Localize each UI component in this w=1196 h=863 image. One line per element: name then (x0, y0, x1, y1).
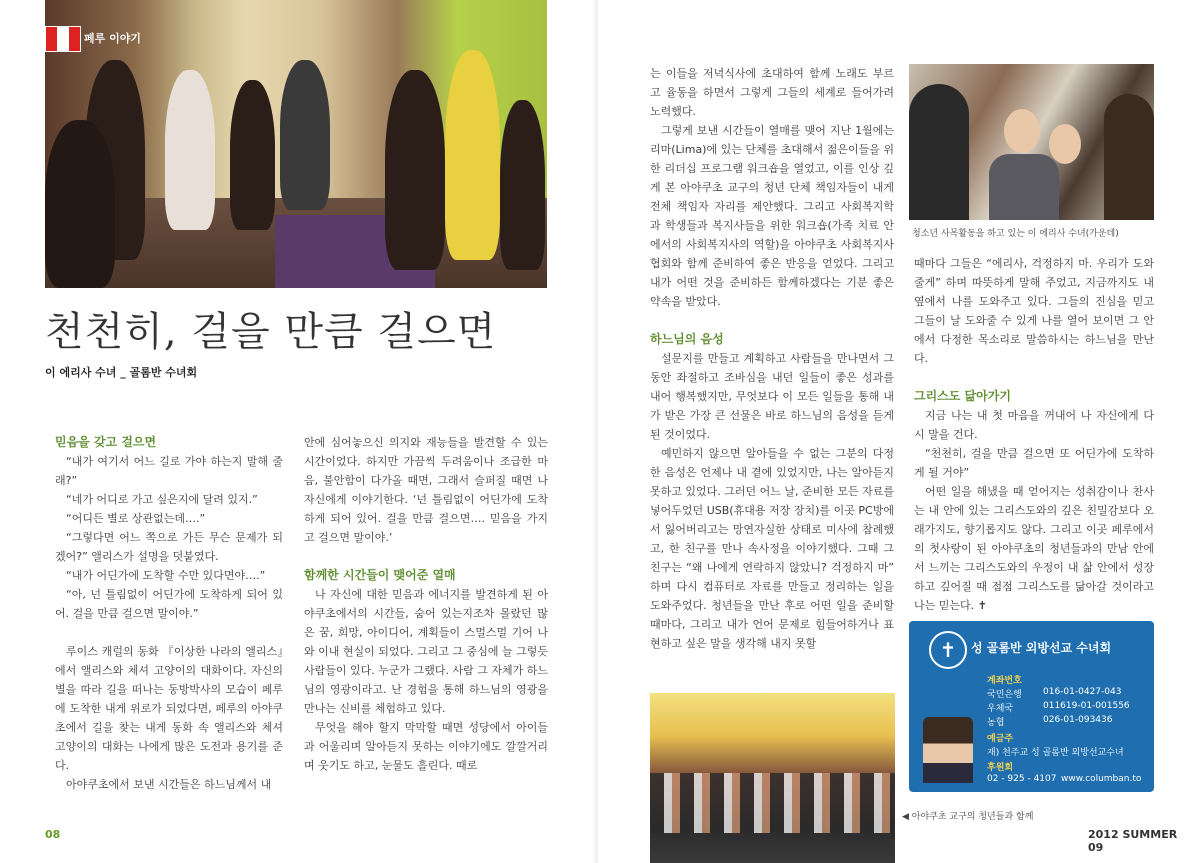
youth-group-photo (650, 693, 895, 863)
bank-num-2: 011619-01-001556 (1043, 701, 1130, 711)
paragraph: 아야쿠초에서 보낸 시간들은 하느님께서 내 (66, 778, 272, 791)
donation-info-box (909, 621, 1154, 792)
box-title: 성 골롬반 외방선교 수녀회 (971, 641, 1112, 655)
bank-name-1: 국민은행 (987, 690, 1022, 700)
paragraph: 예민하지 않으면 알아들을 수 없는 그분의 다정한 음성은 언제나 내 곁에 있었지만, 나는 알아듣지 못하고 있었다. 그러던 어느 날, 준비한 모든 자료를 넣어두었던 USB(휴대용 저장 장치)를 이곳 PC방에서 잃어버리고는 망연자실한 상태로 미사에 참례했고, 한 친구를 만나 속사정을 이야기했다. 그때 그 친구는 “왜 나에게 연락하지 않았니? 걱정하지 마” 하며 다시 컴퓨터로 자료를 만들고 정리하는 일을 도와주었다. 청년들을 만난 후로 어떤 일을 준비할 때마다, 그리고 내가 언어 문제로 힘들어하거나 표현하고 싶은 말을 생각해 내지 못할 (650, 447, 894, 650)
counseling-photo (909, 64, 1154, 220)
paragraph: “그렇다면 어느 쪽으로 가든 무슨 문제가 되겠어?” 앨리스가 설명을 덧붙였다. (55, 531, 283, 563)
nun-portrait (923, 717, 973, 783)
paragraph: “네가 어디로 가고 싶은지에 달려 있지.” (66, 493, 258, 506)
subheading: 하느님의 음성 (650, 332, 724, 346)
page-number-left: 08 (45, 828, 61, 841)
holder-name: 재) 천주교 성 골롬반 외방선교수녀 (987, 748, 1124, 758)
paragraph: 어떤 일을 해냈을 때 얻어지는 성취감이나 찬사는 내 안에 있는 그리스도와의 깊은 친밀감보다 오래가지도, 향기롭지도 않다. 그리고 이곳 페루에서의 첫사랑이 된 아야쿠초의 청년들과의 만남 안에서 느끼는 그리스도와의 우정이 내 삶 안에서 성장하고 깊어질 때 점점 그리스도를 닮아갈 것이라고 나는 믿는다. ✝ (914, 485, 1154, 612)
subheading: 그리스도 닮아가기 (914, 389, 1011, 403)
subheading: 믿음을 갖고 걸으면 (55, 435, 157, 449)
spacer (55, 623, 283, 642)
paragraph: 루이스 캐럴의 동화 『이상한 나라의 앨리스』에서 앨리스와 체셔 고양이의 대화이다. 자신의 별을 따라 길을 떠나는 동방박사의 모습이 페루에 도착한 내게 위로가 되었다면, 페루의 아야쿠초에서 길을 찾는 내게 동화 속 앨리스와 체셔 고양이의 대화는 나에게 많은 도전과 용기를 준다. (55, 645, 283, 772)
holder-label: 예금주 (987, 734, 1014, 744)
paragraph: “아, 넌 틀림없이 어딘가에 도착하게 되어 있어. 걸을 만큼 걸으면 말이야.” (55, 588, 283, 620)
spacer (650, 311, 894, 330)
paragraph: “내가 어딘가에 도착할 수만 있다면야….” (66, 569, 266, 582)
paragraph: 설문지를 만들고 계획하고 사람들을 만나면서 그동안 좌절하고 조바심을 내던 일들이 좋은 성과를 내어 행복했지만, 무엇보다 이 모든 일들을 통해 내가 받은 가장 큰 선물은 바로 하느님의 음성을 듣게 된 것이었다. (650, 352, 894, 441)
cross-logo-icon: ✝ (929, 631, 967, 669)
author-line: 이 에리사 수녀 _ 골롬반 수녀회 (45, 366, 198, 379)
sponsor-label: 후원회 (987, 763, 1014, 773)
website-link[interactable]: www.columban.to (1061, 774, 1142, 784)
paragraph: “내가 여기서 어느 길로 가야 하는지 말해 줄래?” (55, 455, 283, 487)
paragraph: 는 이들을 저녁식사에 초대하여 함께 노래도 부르고 율동을 하면서 그렇게 그들의 세계로 들어가려 노력했다. (650, 67, 894, 118)
article-title: 천천히, 걸을 만큼 걸으면 (45, 309, 497, 355)
bank-num-3: 026-01-093436 (1043, 715, 1113, 725)
right-column-2 (914, 254, 1154, 615)
subheading: 함께한 시간들이 맺어준 열매 (304, 568, 456, 582)
paragraph: 나 자신에 대한 믿음과 에너지를 발견하게 된 아야쿠초에서의 시간들, 숨어 있는지조차 몰랐던 많은 꿈, 희망, 아이디어, 계획들이 스멀스멀 기어 나와 이내 현실이 되었다. 그리고 그 중심에 늘 그렇듯 사람들이 있다. 누군가 그랬다. 사람 그 자체가 하느님의 영광이라고. 난 경험을 통해 하느님의 영광을 만나는 신비를 체험하고 있다. (304, 588, 548, 715)
left-column-2 (304, 433, 548, 775)
paragraph: 지금 나는 내 첫 마음을 꺼내어 나 자신에게 다시 말을 건다. (914, 409, 1154, 441)
account-label: 계좌번호 (987, 676, 1022, 686)
paragraph: 안에 심어놓으신 의지와 재능들을 발견할 수 있는 시간이었다. 하지만 가끔씩 두려움이나 조급한 마음, 불안함이 다가올 때면, 그래서 슬퍼질 때면 나 자신에게 이야기한다. ‘넌 틀림없이 어딘가에 도착하게 되어 있어. 걸을 만큼 걸으면…. 믿음을 가지고 걸으면 말이야.’ (304, 436, 548, 544)
photo2-caption: 청소년 사목활동을 하고 있는 이 에리사 수녀(가운데) (912, 229, 1119, 239)
paragraph: “어디든 별로 상관없는데….” (66, 512, 206, 525)
phone-number: 02 - 925 - 4107 (987, 774, 1057, 784)
left-column-1 (55, 433, 283, 794)
spacer (304, 547, 548, 566)
paragraph: “천천히, 걸을 만큼 걸으면 또 어딘가에 도착하게 될 거야” (914, 447, 1154, 479)
page-number-right: 2012 SUMMER 09 (1088, 828, 1178, 854)
bank-name-3: 농협 (987, 718, 1005, 728)
paragraph: 그렇게 보낸 시간들이 열매를 맺어 지난 1월에는 리마(Lima)에 있는 단체를 초대해서 젊은이들을 위한 리더십 프로그램 워크숍을 열었고, 이를 인상 깊게 본 아야쿠초 교구의 청년 단체 책임자들이 내게 전체 책임자 자리를 제안했다. 그리고 사회복지학과 학생들과 복지사들을 위한 워크숍(가족 치료 안에서의 사회복지사의 역할)을 아야쿠초 사회복지사 협회와 함께 준비하여 좋은 반응을 얻었다. 그리고 내가 어떤 것을 준비하든 함께하겠다는 기분 좋은 약속을 받았다. (650, 124, 894, 308)
peru-flag-icon (45, 26, 81, 52)
section-label: 페루 이야기 (84, 32, 141, 45)
paragraph: 무엇을 해야 할지 막막할 때면 성당에서 아이들과 어울리며 알아듣지 못하는 이야기에도 깔깔거리며 웃기도 하고, 눈물도 흘린다. 때로 (304, 721, 548, 772)
bank-num-1: 016-01-0427-043 (1043, 687, 1122, 697)
bank-name-2: 우체국 (987, 704, 1014, 714)
spacer (914, 368, 1154, 387)
photo3-caption: ◀ 아야쿠초 교구의 청년들과 함께 (902, 812, 1034, 822)
right-column-1 (650, 64, 894, 653)
paragraph: 때마다 그들은 “에리사, 걱정하지 마. 우리가 도와줄게” 하며 따뜻하게 말해 주었고, 지금까지도 내 옆에서 나를 도와주고 있다. 그들의 진심을 믿고 그들이 날 도와줄 수 있게 나를 열어 보이면 그 안에서 다정한 목소리로 말씀하시는 하느님을 만난다. (914, 257, 1154, 365)
